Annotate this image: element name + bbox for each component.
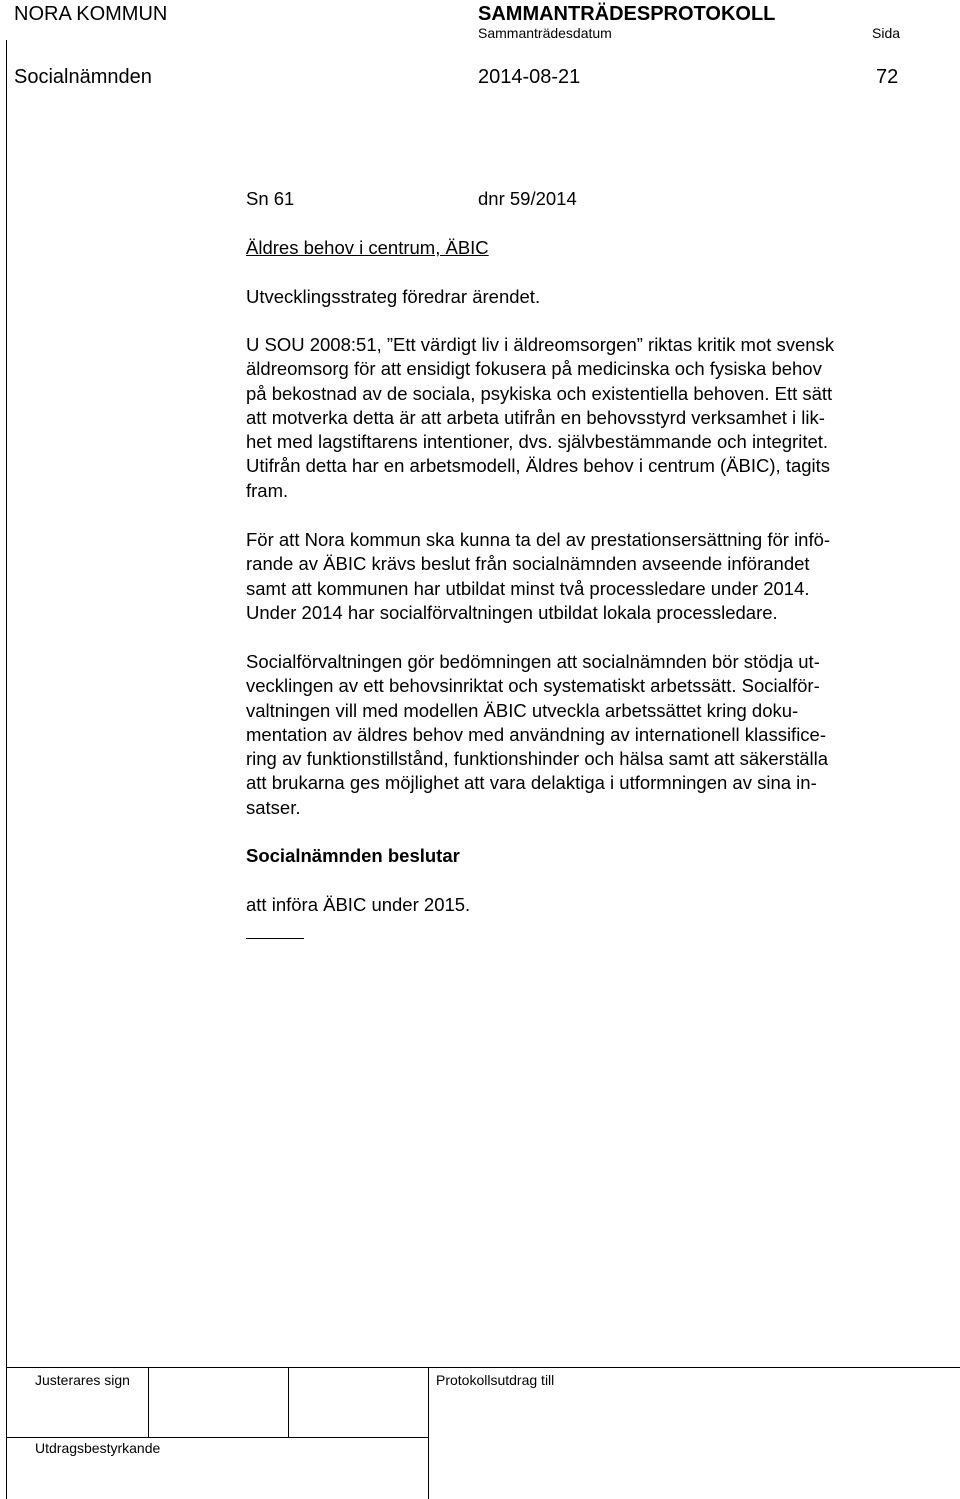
- paragraph-line: samt att kommunen har utbildat minst två processledare under 2014.: [246, 577, 810, 599]
- paragraph-line: Under 2014 har socialförvaltningen utbildat lokala processledare.: [246, 601, 778, 623]
- meeting-date: 2014-08-21: [478, 66, 581, 88]
- paragraph-line: Socialförvaltningen gör bedömningen att socialnämnden bör stödja ut-: [246, 651, 820, 672]
- footer-divider: [428, 1367, 429, 1499]
- paragraph-2: [246, 528, 830, 625]
- footer-divider: [288, 1367, 289, 1437]
- meeting-date-label: Sammanträdesdatum: [478, 25, 612, 41]
- decision-text: att införa ÄBIC under 2015.: [246, 894, 471, 915]
- paragraph-line: vecklingen av ett behovsinriktat och systematiskt arbetssätt. Socialför-: [246, 675, 820, 697]
- organization-name: NORA KOMMUN: [14, 3, 168, 25]
- paragraph-line: valtningen vill med modellen ÄBIC utveckla arbetssättet kring doku-: [246, 699, 799, 721]
- paragraph-3: [246, 650, 828, 820]
- case-number: Sn 61: [246, 188, 295, 209]
- left-margin-rule: [6, 40, 7, 1499]
- paragraph-line: ring av funktionstillstånd, funktionshinder och hälsa samt att säkerställa: [246, 748, 829, 770]
- document-type: SAMMANTRÄDESPROTOKOLL: [478, 3, 776, 25]
- committee-name: Socialnämnden: [14, 66, 152, 88]
- paragraph-1: [246, 333, 834, 503]
- case-presenter: Utvecklingsstrateg föredrar ärendet.: [246, 286, 541, 307]
- paragraph-line: mentation av äldres behov med användning av internationell klassifice-: [246, 723, 827, 745]
- paragraph-line: För att Nora kommun ska kunna ta del av prestationsersättning för infö-: [246, 529, 831, 550]
- page-label: Sida: [872, 25, 901, 41]
- paragraph-line: Utifrån detta har en arbetsmodell, Äldres behov i centrum (ÄBIC), tagits: [246, 455, 831, 477]
- footer-middle-rule: [6, 1437, 428, 1438]
- paragraph-line: att brukarna ges möjlighet att vara delaktiga i utformningen av sina in-: [246, 772, 817, 794]
- paragraph-line: på bekostnad av de sociala, psykiska och existentiella behoven. Ett sätt: [246, 382, 833, 404]
- protokollsutdrag-label: Protokollsutdrag till: [436, 1372, 555, 1388]
- case-dnr: dnr 59/2014: [478, 188, 577, 209]
- paragraph-line: het med lagstiftarens intentioner, dvs. självbestämmande och integritet.: [246, 431, 829, 453]
- decision-heading: Socialnämnden beslutar: [246, 845, 460, 866]
- end-rule: [246, 938, 304, 939]
- paragraph-line: äldreomsorg för att ensidigt fokusera på medicinska och fysiska behov: [246, 358, 822, 380]
- paragraph-line: U SOU 2008:51, ”Ett värdigt liv i äldreomsorgen” riktas kritik mot svensk: [246, 334, 835, 355]
- justerares-sign-label: Justerares sign: [35, 1372, 130, 1388]
- page-number: 72: [876, 66, 899, 88]
- paragraph-line: satser.: [246, 796, 301, 818]
- case-title: Äldres behov i centrum, ÄBIC: [246, 237, 489, 258]
- paragraph-line: rande av ÄBIC krävs beslut från socialnämnden avseende införandet: [246, 553, 810, 575]
- footer-top-rule: [6, 1367, 960, 1368]
- utdragsbestyrkande-label: Utdragsbestyrkande: [35, 1440, 161, 1456]
- footer-divider: [148, 1367, 149, 1437]
- paragraph-line: fram.: [246, 479, 289, 501]
- paragraph-line: att motverka detta är att arbeta utifrån en behovsstyrd verksamhet i lik-: [246, 406, 825, 428]
